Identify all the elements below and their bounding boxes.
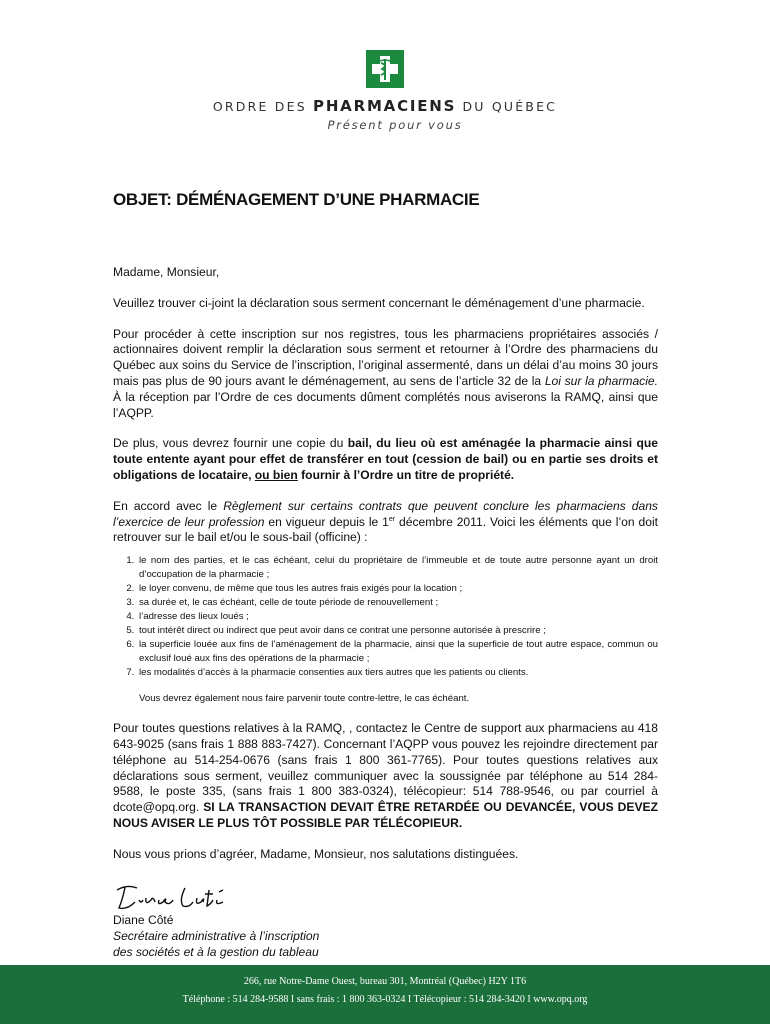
para5-text: Pour toutes questions relatives à la RAMQ, , contactez le Centre de support aux pharmaciens au 418 643-9025 (sans frais 1 888 883-7427). Concernant l’AQPP vous pouvez les rejoindre directement par téléphone au 514-254-0676 (sans frais 1 800 361-7765). Pour toutes questions relatives aux déclarations sous serment, veuillez communiquer avec la soussignée par téléphone au 514 284-9588, le poste 335, (sans frais 1 800 383-0324), télécopieur: 514 788-9546, ou par courriel à dcote@opq.org. (113, 721, 658, 815)
org-suffix: DU QUÉBEC (462, 99, 558, 114)
list-item: 2. le loyer convenu, de même que tous les autres frais exigés pour la location ; (137, 582, 658, 596)
paragraph-lease (113, 436, 658, 483)
para4-sup: er (388, 515, 396, 523)
para3-text-a: De plus, vous devrez fournir une copie du (113, 436, 348, 451)
pharmacy-cross-logo-icon (366, 50, 404, 88)
paragraph-regulation (113, 499, 658, 546)
signer-name: Diane Côté (113, 912, 174, 927)
org-prefix: ORDRE DES (212, 99, 307, 114)
org-name (0, 97, 770, 115)
lease-elements-list (113, 554, 658, 680)
paragraph-contacts (113, 721, 658, 832)
footer-band (0, 965, 770, 1024)
signature-block (113, 878, 658, 960)
para4-regulation-name: Règlement sur certains contrats que peuvent conclure les pharmaciens dans l’exercice de leur profession (113, 498, 658, 529)
para5-bold-warning: SI LA TRANSACTION DEVAIT ÊTRE RETARDÉE OU DEVANCÉE, VOUS DEVEZ NOUS AVISER LE PLUS TÔT POSSIBLE PAR TÉLÉCOPIEUR. (113, 800, 658, 830)
para4-text-b: en vigueur depuis le 1 (264, 514, 389, 529)
para3-underline: ou bien (254, 467, 298, 482)
list-item: 1. le nom des parties, et le cas échéant, celui du propriétaire de l’immeuble et de toute autre personne ayant un droit d’occupation de la pharmacie ; (137, 554, 658, 582)
letterhead (0, 50, 770, 132)
list-item: 6. la superficie louée aux fins de l’aménagement de la pharmacie, ainsi que la superficie de tout autre espace, commun ou exclusif loué aux fins des opérations de la pharmacie ; (137, 638, 658, 666)
para2-law-name: Loi sur la pharmacie. (544, 373, 658, 388)
org-bold: PHARMACIENS (313, 97, 457, 115)
list-item: 5. tout intérêt direct ou indirect que peut avoir dans ce contrat une personne autorisée à prescrire ; (137, 624, 658, 638)
letter-body (113, 190, 658, 960)
list-item: 7. les modalités d’accès à la pharmacie consenties aux tiers autres que les patients ou clients. (137, 666, 658, 680)
para4-text-c: décembre 2011. Voici les éléments que l’on doit retrouver sur le bail et/ou le sous-bail (officine) : (113, 514, 659, 545)
tagline: Présent pour vous (327, 118, 463, 132)
list-extra-note: Vous devrez également nous faire parvenir toute contre-lettre, le cas échéant. (139, 693, 470, 705)
footer-address: 266, rue Notre-Dame Ouest, bureau 301, Montréal (Québec) H2Y 1T6 (243, 976, 527, 987)
para3-bold-2: fournir à l’Ordre un titre de propriété. (297, 467, 515, 482)
letter-title: OBJET: DÉMÉNAGEMENT D’UNE PHARMACIE (113, 190, 480, 209)
para2-text-a: Pour procéder à cette inscription sur nos registres, tous les pharmaciens propriétaires associés / actionnaires doivent remplir la déclaration sous serment et retourner à l’Ordre des pharmaciens du Québec aux soins du Service de l’inscription, l’original assermenté, dans un délai d’au moins 30 jours mais pas plus de 90 jours avant le déménagement, au sens de l’article 32 de la (113, 326, 658, 388)
para2-text-b: À la réception par l’Ordre de ces documents dûment complétés nous aviserons la RAMQ, ainsi que l’AQPP. (113, 389, 658, 420)
salutation: Madame, Monsieur, (113, 265, 220, 279)
signer-title-line-1: Secrétaire administrative à l’inscription (113, 928, 320, 943)
para3-bold-1: bail, du lieu où est aménagée la pharmacie ainsi que toute entente ayant pour effet de transférer en tout (cession de bail) ou en partie ses droits et obligations de locataire, (113, 436, 658, 482)
paragraph-closing: Nous vous prions d’agréer, Madame, Monsieur, nos salutations distinguées. (113, 846, 519, 861)
paragraph-procedure (113, 327, 658, 422)
list-item: 3. sa durée et, le cas échéant, celle de toute période de renouvellement ; (137, 596, 658, 610)
signer-title-line-2: des sociétés et à la gestion du tableau (113, 944, 319, 959)
footer-contacts: Téléphone : 514 284-9588 I sans frais : 1 800 363-0324 I Télécopieur : 514 284-3420 I www.opq.org (182, 994, 588, 1005)
paragraph-intro: Veuillez trouver ci-joint la déclaration sous serment concernant le déménagement d’une pharmacie. (113, 295, 645, 310)
list-item: 4. l’adresse des lieux loués ; (137, 610, 658, 624)
para4-text-a: En accord avec le (113, 498, 224, 513)
